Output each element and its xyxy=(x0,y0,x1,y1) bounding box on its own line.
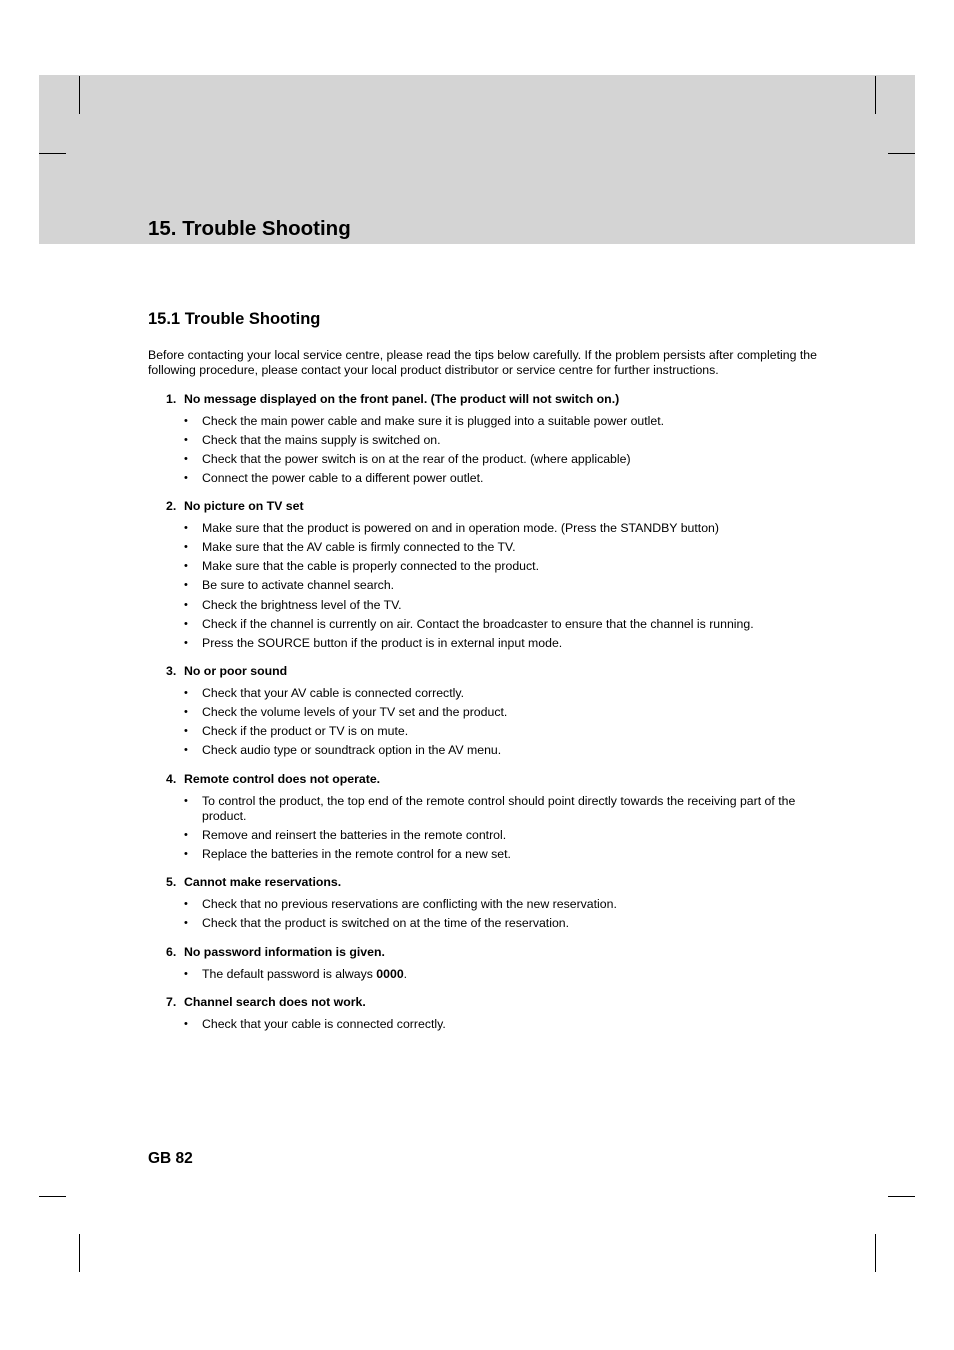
tip-item xyxy=(148,1017,838,1032)
bullet-icon: • xyxy=(184,687,188,700)
tip-text: Check if the channel is currently on air. Contact the broadcaster to ensure that the channel is running. xyxy=(202,616,754,631)
bullet-icon: • xyxy=(184,744,188,757)
bullet-icon: • xyxy=(184,898,188,911)
tip-item xyxy=(148,414,838,429)
tip-text: Check that the product is switched on at the time of the reservation. xyxy=(202,916,570,931)
problem-heading xyxy=(148,663,838,680)
intro-paragraph: Before contacting your local service centre, please read the tips below carefully. If the problem persists after completing the following procedure, please contact your local product distributor or service centre for further instructions. xyxy=(148,348,817,378)
tip-text: Check the brightness level of the TV. xyxy=(202,597,402,612)
problem-item xyxy=(148,391,838,487)
bullet-icon: • xyxy=(184,617,188,630)
problem-item xyxy=(148,994,838,1032)
crop-mark xyxy=(875,1234,876,1272)
tip-item xyxy=(148,916,838,931)
tip-text: The default password is always xyxy=(202,966,377,981)
tip-item xyxy=(148,540,838,555)
bullet-icon: • xyxy=(184,414,188,427)
crop-mark xyxy=(39,153,66,154)
problem-item xyxy=(148,771,838,863)
tip-text: Check audio type or soundtrack option in the AV menu. xyxy=(202,743,502,758)
crop-mark xyxy=(888,1196,915,1197)
tip-item xyxy=(148,705,838,720)
tip-text: Be sure to activate channel search. xyxy=(202,578,395,593)
crop-mark xyxy=(888,153,915,154)
problem-heading-text: No picture on TV set xyxy=(184,499,304,514)
tip-text: Check the main power cable and make sure it is plugged into a suitable power outlet. xyxy=(202,413,665,428)
crop-mark xyxy=(875,76,876,114)
bullet-icon: • xyxy=(184,829,188,841)
bullet-icon: • xyxy=(184,560,188,573)
problem-heading-text: No message displayed on the front panel. (The product will not switch on.) xyxy=(184,391,620,406)
bullet-icon: • xyxy=(184,917,188,930)
problem-item xyxy=(148,663,838,759)
problem-heading-text: Cannot make reservations. xyxy=(184,875,342,890)
problem-number: 3. xyxy=(166,664,177,679)
tip-text: Make sure that the AV cable is firmly connected to the TV. xyxy=(202,540,516,555)
tip-list xyxy=(148,897,838,931)
tip-item xyxy=(148,828,838,843)
bullet-icon: • xyxy=(184,636,188,649)
tip-item xyxy=(148,452,838,467)
bullet-icon: • xyxy=(184,794,188,807)
bullet-icon: • xyxy=(184,1018,188,1031)
tip-list xyxy=(148,686,838,759)
default-password-value: 0000 xyxy=(376,966,404,981)
bullet-icon: • xyxy=(184,725,188,738)
tip-text: Check that your AV cable is connected correctly. xyxy=(202,686,465,701)
problem-heading-text: No or poor sound xyxy=(184,664,288,679)
tip-text: Check that the power switch is on at the rear of the product. (where applicable) xyxy=(202,451,631,466)
problem-number: 4. xyxy=(166,771,177,786)
problem-heading-text: No password information is given. xyxy=(184,944,385,959)
tip-list xyxy=(148,414,838,487)
tip-text: Check the volume levels of your TV set and the product. xyxy=(202,705,508,720)
bullet-icon: • xyxy=(184,598,188,611)
bullet-icon: • xyxy=(184,706,188,719)
bullet-icon: • xyxy=(184,579,188,592)
bullet-icon: • xyxy=(184,967,188,980)
tip-item xyxy=(148,521,838,536)
problem-number: 1. xyxy=(166,391,177,406)
tip-item xyxy=(148,578,838,593)
tip-text: Connect the power cable to a different power outlet. xyxy=(202,470,484,485)
section-content xyxy=(148,306,838,1036)
tip-item xyxy=(148,847,838,862)
bullet-icon: • xyxy=(184,522,188,535)
problem-item xyxy=(148,944,838,982)
tip-item xyxy=(148,598,838,613)
tip-item xyxy=(148,897,838,912)
tip-item xyxy=(148,636,838,651)
tip-text: Check that the mains supply is switched on. xyxy=(202,432,441,447)
tip-item xyxy=(148,559,838,574)
problem-heading xyxy=(148,874,838,891)
chapter-title: 15. Trouble Shooting xyxy=(148,217,351,240)
tip-list xyxy=(148,967,838,982)
tip-item xyxy=(148,724,838,739)
problem-list xyxy=(148,391,838,1033)
tip-text: Replace the batteries in the remote control for a new set. xyxy=(202,847,511,862)
crop-mark xyxy=(79,1234,80,1272)
tip-item xyxy=(148,686,838,701)
bullet-icon: • xyxy=(184,471,188,484)
section-title: 15.1 Trouble Shooting xyxy=(148,310,321,328)
problem-heading xyxy=(148,944,838,961)
tip-text: Make sure that the cable is properly connected to the product. xyxy=(202,559,539,574)
tip-item xyxy=(148,743,838,758)
problem-heading xyxy=(148,994,838,1011)
bullet-icon: • xyxy=(184,433,188,446)
problem-heading xyxy=(148,391,838,408)
problem-item xyxy=(148,498,838,651)
problem-number: 5. xyxy=(166,875,177,890)
page-number: GB 82 xyxy=(148,1150,193,1167)
tip-item xyxy=(148,617,838,632)
tip-text: Check if the product or TV is on mute. xyxy=(202,724,409,739)
tip-list xyxy=(148,794,838,863)
tip-list xyxy=(148,1017,838,1032)
bullet-icon: • xyxy=(184,452,188,465)
problem-heading xyxy=(148,771,838,788)
tip-item xyxy=(148,471,838,486)
tip-list xyxy=(148,521,838,651)
problem-number: 2. xyxy=(166,499,177,514)
tip-text: Remove and reinsert the batteries in the remote control. xyxy=(202,828,507,842)
tip-item xyxy=(148,967,838,982)
tip-text: Make sure that the product is powered on and in operation mode. (Press the STANDBY button) xyxy=(202,521,719,536)
problem-number: 7. xyxy=(166,995,177,1010)
tip-text: Check that your cable is connected correctly. xyxy=(202,1017,446,1032)
problem-heading xyxy=(148,498,838,515)
tip-item xyxy=(148,794,838,825)
bullet-icon: • xyxy=(184,541,188,554)
tip-text-end: . xyxy=(403,966,408,981)
crop-mark xyxy=(39,1196,66,1197)
problem-item xyxy=(148,874,838,931)
problem-heading-text: Channel search does not work. xyxy=(184,995,366,1010)
crop-mark xyxy=(79,76,80,114)
tip-text: To control the product, the top end of the remote control should point directly towards the receiving part of the product. xyxy=(202,793,796,823)
tip-text: Press the SOURCE button if the product is in external input mode. xyxy=(202,635,563,650)
bullet-icon: • xyxy=(184,848,188,861)
tip-text: Check that no previous reservations are conflicting with the new reservation. xyxy=(202,897,617,912)
tip-item xyxy=(148,433,838,448)
problem-heading-text: Remote control does not operate. xyxy=(184,771,381,786)
problem-number: 6. xyxy=(166,944,177,959)
